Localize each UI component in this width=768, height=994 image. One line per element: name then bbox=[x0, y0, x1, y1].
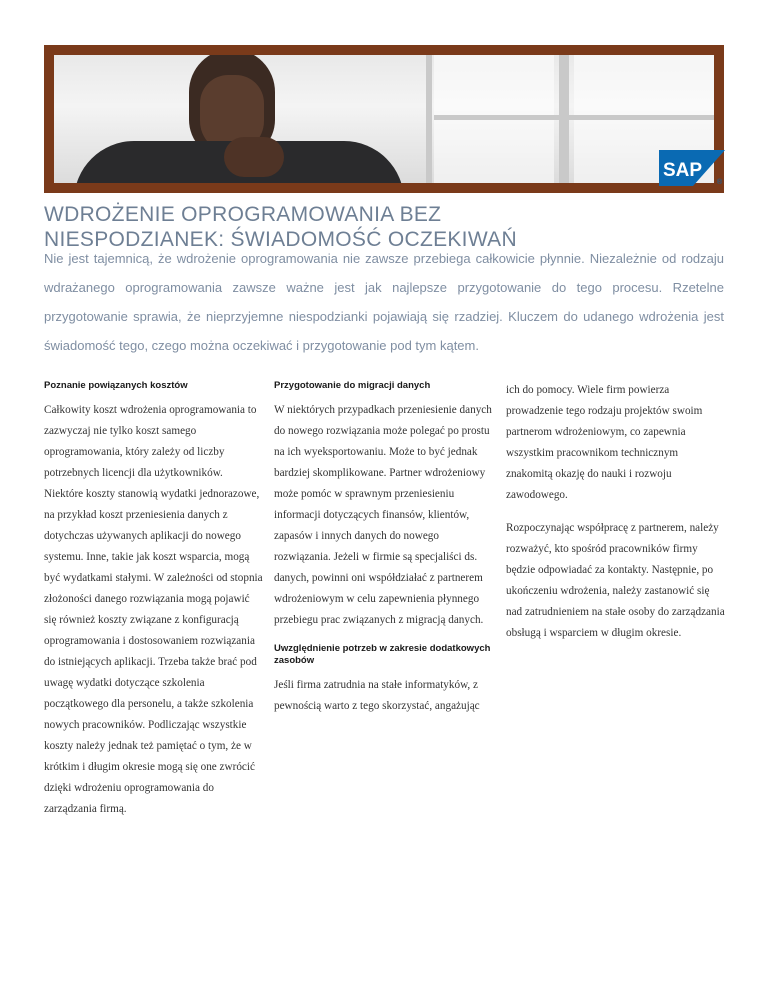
section-heading-additional-resources: Uwzględnienie potrzeb w zakresie dodatkowych zasobów bbox=[274, 643, 491, 666]
sap-logo-text: SAP bbox=[663, 160, 703, 181]
page-title-line-1: WDROŻENIE OPROGRAMOWANIA BEZ bbox=[44, 203, 442, 226]
sap-logo bbox=[659, 150, 725, 186]
column-1 bbox=[44, 380, 264, 820]
sap-registered-mark: ® bbox=[717, 179, 723, 186]
section-body-costs: Całkowity koszt wdrożenia oprogramowania to zazwyczaj nie tylko koszt samego oprogramowania, który zależy od liczby potrzebnych licencji dla użytkowników. Niektóre koszty stanowią wydatki jednorazowe, na przykład koszt przeniesienia danych z dotychczas używanych aplikacji do nowego systemu. Inne, takie jak koszt wsparcia, mogą być wydatkami stałymi. W zależności od stopnia złożoności danego rozwiązania mogą pojawić się również koszty związane z konfiguracją oprogramowania i dostosowaniem rozwiązania do istniejących aplikacji. Trzeba także brać pod uwagę wydatki dotyczące szkolenia początkowego dla personelu, a także szkolenia nowych pracowników. Podliczając wszystkie koszty należy jednak też pamiętać o tym, że w krótkim i długim okresie mogą się one zwrócić dzięki wdrożeniu oprogramowania do zarządzania firmą. bbox=[44, 404, 263, 815]
window-frame bbox=[426, 55, 432, 183]
window-frame bbox=[434, 115, 714, 120]
section-heading-costs: Poznanie powiązanych kosztów bbox=[44, 380, 188, 391]
column-2 bbox=[274, 380, 494, 717]
page-title-line-2: NIESPODZIANEK: ŚWIADOMOŚĆ OCZEKIWAŃ bbox=[44, 228, 517, 251]
header-photo bbox=[54, 55, 714, 183]
person-hand bbox=[224, 137, 284, 177]
section-heading-data-migration: Przygotowanie do migracji danych bbox=[274, 380, 431, 391]
intro-paragraph: Nie jest tajemnicą, że wdrożenie oprogramowania nie zawsze przebiega całkowicie płynnie. Niezależnie od rodzaju wdrażanego oprogramowania zawsze ważne jest jak najlepsze przygotowanie do tego procesu. Rzetelne przygotowanie sprawia, że nieprzyjemne niespodzianki pojawiają się rzadziej. Kluczem do udanego wdrożenia jest świadomość tego, czego można oczekiwać i przygotowanie pod tym kątem. bbox=[44, 251, 724, 353]
column-3 bbox=[506, 380, 726, 644]
section-body-continued: ich do pomocy. Wiele firm powierza prowadzenie tego rodzaju projektów swoim partnerom wdrożeniowym, co zapewnia wszystkim pracownikom technicznym znakomitą okazję do nauki i rozwoju zawodowego. bbox=[506, 384, 703, 501]
section-body-additional-resources: Jeśli firma zatrudnia na stałe informatyków, z pewnością warto z tego skorzystać, angażując bbox=[274, 679, 480, 712]
section-body-data-migration: W niektórych przypadkach przeniesienie danych do nowego rozwiązania może polegać po prostu na ich wyeksportowaniu. Może to być jednak bardziej skomplikowane. Partner wdrożeniowy może pomóc w sprawnym przeniesieniu informacji dotyczących finansów, klientów, zapasów i innych danych do nowego rozwiązania. Jeżeli w firmie są specjaliści ds. danych, powinni oni współdziałać z partnerem wdrożeniowym w celu zapewnienia płynnego przebiegu prac związanych z migracją danych. bbox=[274, 404, 492, 626]
section-body-partner-contact: Rozpoczynając współpracę z partnerem, należy rozważyć, kto spośród pracowników firmy będzie odpowiadać za kontakty. Następnie, po ukończeniu wdrożenia, należy zastanowić się nad zatrudnieniem na stałe osoby do zarządzania obsługą i wsparciem w długim okresie. bbox=[506, 522, 725, 639]
